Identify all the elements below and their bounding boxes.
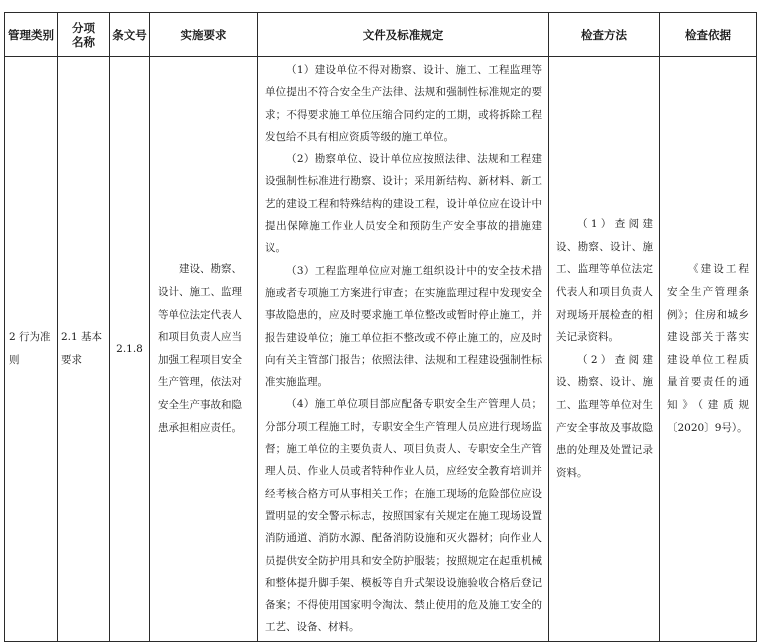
standard-clause-1: （1）建设单位不得对勘察、设计、施工、工程监理等单位提出不符合安全生产法律、法规和强制性标准规定的要求；不得要求施工单位压缩合同约定的工期，或将拆除工程发包给不具有相应资质等级的施工单位。 — [265, 64, 542, 143]
header-inspection-basis: 检查依据 — [660, 13, 757, 57]
header-management-category: 管理类别 — [5, 13, 58, 57]
header-documents-and-standards: 文件及标准规定 — [258, 13, 549, 57]
requirement-text: 建设、勘察、设计、施工、监理等单位法定代表人和项目负责人应当加强工程项目安全生产管理，依法对安全生产事故和隐患承担相应责任。 — [158, 263, 242, 434]
inspection-method-2: （2）查阅建设、勘察、设计、施工、监理等单位对生产安全事故及事故隐患的处理及处置记录资料。 — [556, 353, 653, 479]
standards-table — [4, 12, 757, 642]
header-subitem-name: 分项名称 — [58, 13, 110, 57]
inspection-basis-cell — [660, 57, 757, 642]
header-implementation-requirement: 实施要求 — [150, 13, 258, 57]
standard-clause-3: （3）工程监理单位应对施工组织设计中的安全技术措施或者专项施工方案进行审查；在实施监理过程中发现安全事故隐患的，应及时要求施工单位整改或暂时停止施工，并报告建设单位；施工单位拒不整改或不停止施工的，应及时向有关主管部门报告；依照法律、法规和工程建设强制性标准实施监理。 — [265, 264, 542, 389]
table-row — [5, 57, 757, 642]
standard-clause-4: （4）施工单位项目部应配备专职安全生产管理人员；分部分项工程施工时，专职安全生产管理人员应进行现场监督；施工单位的主要负责人、项目负责人、专职安全生产管理人员、作业人员或者特种作业人员，应经安全教育培训并经考核合格方可从事相关工作；在施工现场的危险部位应设置明显的安全警示标志，按照国家有关规定在施工现场设置消防通道、消防水源、配备消防设施和灭火器材；向作业人员提供安全防护用具和安全防护服装；按照规定在起重机械和整体提升脚手架、模板等自升式架设设施验收合格后登记备案；不得使用国家明令淘汰、禁止使用的危及施工安全的工艺、设备、材料。 — [265, 398, 542, 634]
article-number-cell: 2.1.8 — [110, 57, 150, 642]
header-row — [5, 13, 757, 57]
inspection-basis-text: 《建设工程安全生产管理条例》；住房和城乡建设部关于落实建设单位工程质量首要责任的通知》（建质规〔2020〕9号）。 — [667, 263, 749, 434]
implementation-requirement-cell — [150, 57, 258, 642]
standard-clause-2: （2）勘察单位、设计单位应按照法律、法规和工程建设强制性标准进行勘察、设计；采用新结构、新材料、新工艺的建设工程和特殊结构的建设工程，设计单位应在设计中提出保障施工作业人员安全和预防生产安全事故的措施建议。 — [265, 153, 542, 255]
header-article-number: 条文号 — [110, 13, 150, 57]
management-category-cell: 2 行为准则 — [5, 57, 58, 642]
inspection-method-1: （1）查阅建设、勘察、设计、施工、监理等单位法定代表人和项目负责人对现场开展检查的相关记录资料。 — [556, 218, 653, 344]
header-inspection-method: 检查方法 — [549, 13, 660, 57]
documents-standards-cell — [258, 57, 549, 642]
subitem-name-cell: 2.1 基本要求 — [58, 57, 110, 642]
inspection-method-cell — [549, 57, 660, 642]
